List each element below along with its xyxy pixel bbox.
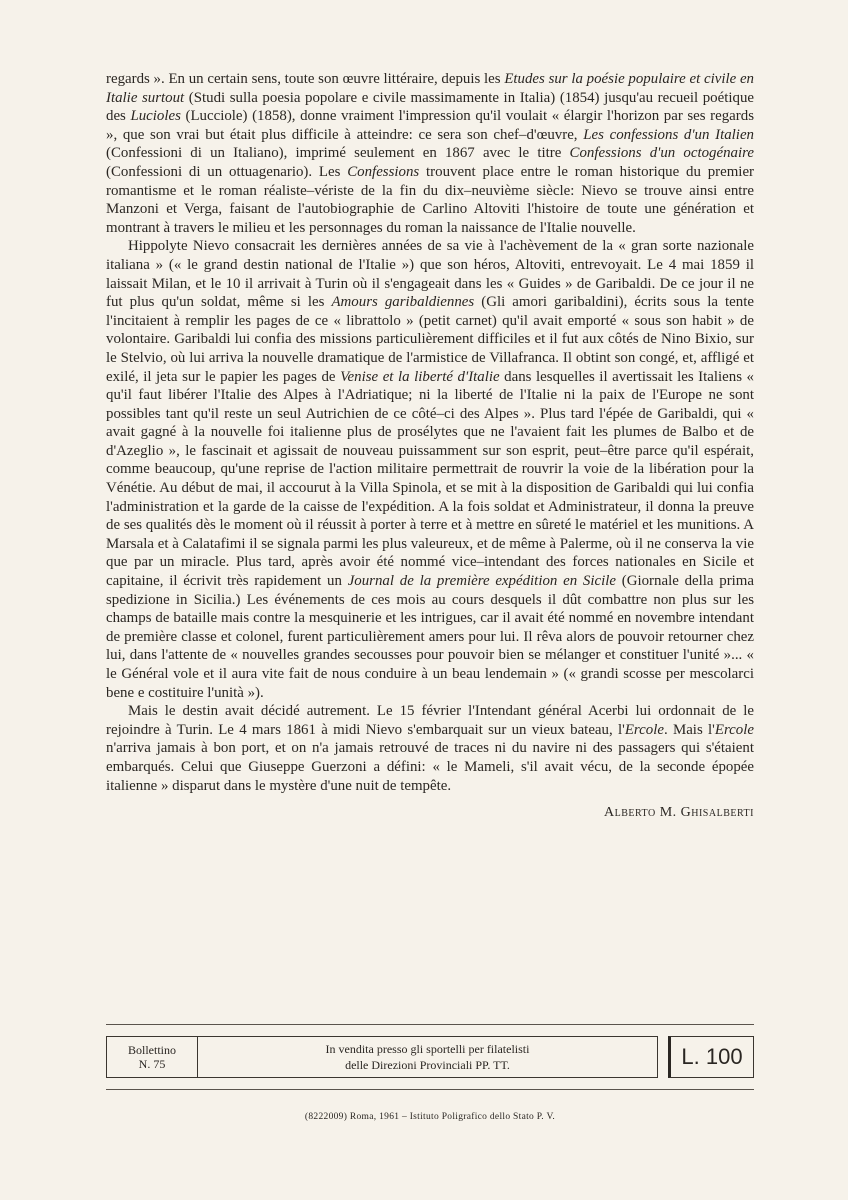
text-run: Hippolyte Nievo consacrait les dernières années de sa vie à l'achèvement de la « gran sorte nazionale italiana » (« le grand destin national de l'Italie ») que son héros, Altoviti, entrevoyait. Le 4 mai 1859 il laissait Milan, et le 10 il arrivait à Turin où il s'engageait dans les « Guides » de Garibaldi. De ce jour il ne fut plus qu'un soldat, même si les <box>106 238 754 311</box>
price-label: L. 100 <box>681 1044 743 1069</box>
sale-info-box <box>197 1036 658 1078</box>
printer-imprint: (8222009) Roma, 1961 – Istituto Poligrafico dello Stato P. V. <box>304 1112 556 1122</box>
sale-line-1: In vendita presso gli sportelli per filatelisti <box>325 1042 530 1056</box>
italic-title: Confessions <box>347 163 420 180</box>
text-run: n'arriva jamais à bon port, et on n'a jamais retrouvé de traces ni du navire ni des passagers qui s'étaient embarqués. Celui que Giuseppe Guerzoni a défini: « le Mameli, s'il avait vécu, de la seconde épopée italienne » disparut dans le mystère d'une nuit de tempête. <box>106 740 754 794</box>
text-run: (Lucciole) (1858), donne vraiment l'impression qu'il voulait « élargir l'horizon par ses regards », que son vrai but était plus difficile à atteindre: ce sera son chef–d'œuvre, <box>106 108 754 143</box>
paragraph <box>106 702 754 795</box>
italic-title: Ercole <box>714 721 754 738</box>
footer-bottom-rule <box>106 1089 754 1090</box>
text-run: Mais le destin avait décidé autrement. Le 15 février l'Intendant général Acerbi lui ordonnait de le rejoindre à Turin. Le 4 mars 1861 à midi Nievo s'embarquait sur un vieux bateau, l' <box>106 703 754 738</box>
italic-title: Lucioles <box>130 108 181 125</box>
author-signature: Alberto M. Ghisalberti <box>603 805 754 821</box>
footer-info-box <box>106 1036 754 1078</box>
sale-line-2: delle Direzioni Provinciali PP. TT. <box>345 1058 510 1072</box>
italic-title: Ercole <box>624 721 664 738</box>
italic-title: Confessions d'un octogénaire <box>569 145 754 162</box>
italic-title: Venise et la liberté d'Italie <box>340 368 500 385</box>
paragraph <box>106 237 754 702</box>
italic-title: Etudes sur la poésie populaire et civile en Italie surtout <box>106 71 755 106</box>
italic-title: Les confessions d'un Italien <box>583 126 754 143</box>
bulletin-label: Bollettino <box>128 1043 176 1057</box>
text-run: (Confessioni di un ottuagenario). Les <box>106 163 348 180</box>
italic-title: Amours garibaldiennes <box>331 294 475 311</box>
text-run: (Studi sulla poesia popolare e civile massimamente in Italia) (1854) jusqu'au recueil poétique des <box>106 89 754 125</box>
text-run: regards ». En un certain sens, toute son œuvre littéraire, depuis les <box>106 71 505 87</box>
text-run: trouvent place entre le roman historique du premier romantisme et le roman réaliste–vériste de la fin du dix–neuvième siècle: Nievo se trouve ainsi entre Manzoni et Verga, faisant de l'autobiographie de Carlino Altoviti l'histoire de toute une génération et montrant à travers le milieu et les personnages du roman la naissance de l'Italie nouvelle. <box>106 163 755 236</box>
text-run: dans lesquelles il avertissait les Italiens « qu'il faut libérer l'Italie des Alpes à l'Adriatique; ni la liberté de l'Italie ni la paix de l'Europe ne sont possibles tant qu'il reste un seul Autrichien de ce côté–ci des Alpes ». Plus tard l'épée de Garibaldi, qui « avait gagné à la nouvelle foi italienne plus de prosélytes que ne l'avaient fait les plumes de Balbo et de d'Azeglio », le fascinait et agissait de nouveau puissamment sur son esprit, peut–être parce qu'il espérait, comme beaucoup, qu'une reprise de l'action militaire permettrait de rouvrir la voie de la libération pour la Vénétie. Au début de mai, il accourut à la Villa Spinola, et se mit à la disposition de Garibaldi qui lui confia l'administration et la garde de la caisse de l'expédition. A la fois soldat et Administrateur, il donna la preuve de ses qualités dès le moment où il réussit à porter à terre et à mettre en sûreté le matériel et les munitions. A Marsala et à Calatafimi il se signala parmi les plus valeureux, et de même à Palerme, où il ne conserva la vie que par un miracle. Plus tard, après avoir été nommé vice–intendant des forces nationales en Sicile et capitaine, il écrivit très rapidement un <box>106 368 754 590</box>
text-run: (Confessioni di un Italiano), imprimé seulement en 1867 avec le titre <box>106 145 570 162</box>
text-run: (Gli amori garibaldini), écrits sous la tente l'incitaient à remplir les pages de ce « librattolo » (petit carnet) qu'il avait emporté « sous son habit » de volontaire. Garibaldi lui confia des missions particulièrement difficiles et il fut aux côtés de Nino Bixio, sur le Stelvio, où lui arriva la nouvelle dramatique de l'armistice de Villafranca. Il obtint son congé, et, affligé et exilé, il jeta sur le papier les pages de <box>106 294 754 385</box>
italic-title: Journal de la première expédition en Sicile <box>347 573 616 590</box>
price-box <box>668 1036 754 1078</box>
article-paragraphs <box>106 70 754 795</box>
bulletin-box <box>106 1036 197 1078</box>
article-body <box>106 70 754 821</box>
text-run: (Giornale della prima spedizione in Sicilia.) Les événements de ces mois au cours desquels il dût combattre non plus sur les champs de bataille mais contre la mesquinerie et les intrigues, car il avait été nommé en novembre intendant de première classe et colonel, furent particulièrement amers pour lui. Il rêva alors de pouvoir retourner chez lui, dans l'attente de « nouvelles grandes secousses pour pouvoir bien se mélanger et constituer l'unité »... « le Général vole et il aura vite fait de nous conduire à un beau lendemain » (« grandi scosse per mescolarci bene e costituire l'unità »). <box>106 573 754 701</box>
text-run: . Mais l' <box>663 721 715 738</box>
paragraph <box>106 70 754 237</box>
footer-top-rule <box>106 1024 754 1025</box>
bulletin-number: N. 75 <box>138 1057 166 1071</box>
